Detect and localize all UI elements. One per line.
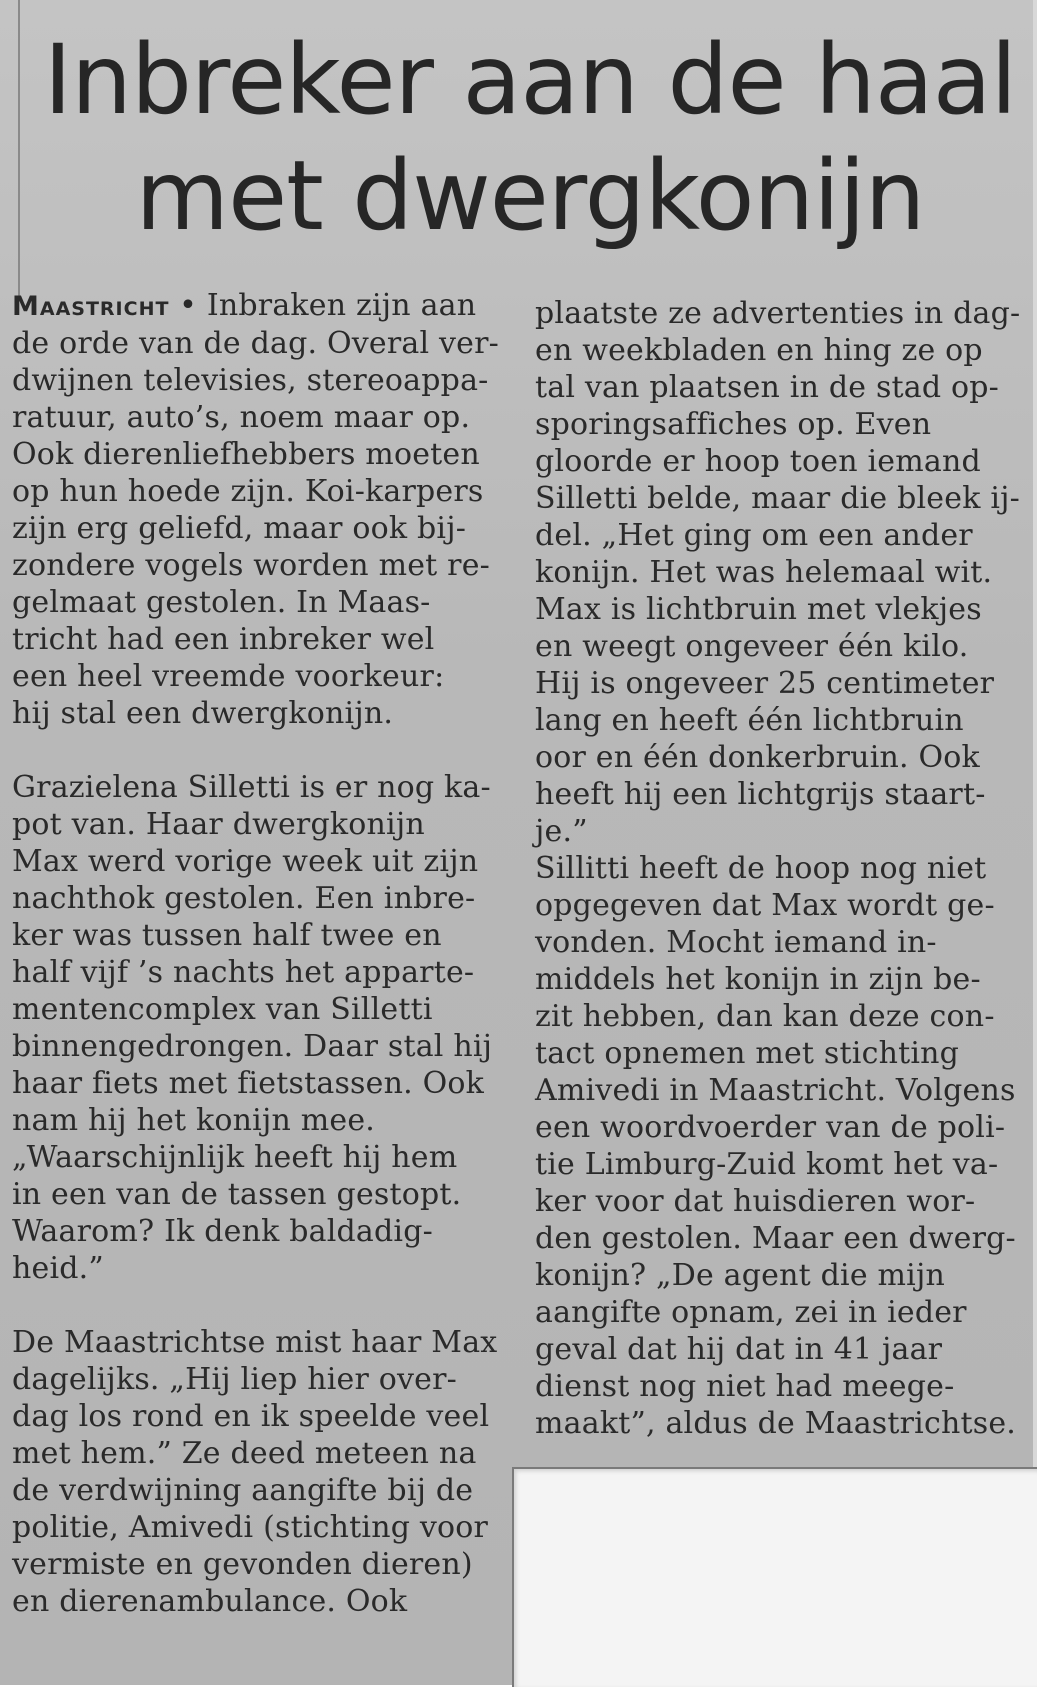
- text-line: lang en heeft één lichtbruin: [535, 703, 964, 738]
- text-line: dag los rond en ik speelde veel: [12, 1399, 490, 1434]
- text-line: Silletti belde, maar die bleek ij-: [535, 481, 1020, 516]
- headline: [40, 22, 1020, 254]
- text-line: den gestolen. Maar een dwerg-: [535, 1221, 1016, 1256]
- text-line: een woordvoerder van de poli-: [535, 1110, 1006, 1145]
- text-line: ker voor dat huisdieren wor-: [535, 1184, 976, 1219]
- text-line: vonden. Mocht iemand in-: [535, 925, 937, 960]
- text-line: de verdwijning aangifte bij de: [12, 1473, 474, 1508]
- text-line: in een van de tassen gestopt.: [12, 1177, 462, 1212]
- text-line: Amivedi in Maastricht. Volgens: [535, 1073, 1016, 1108]
- text-line: konijn? „De agent die mijn: [535, 1258, 945, 1293]
- paper-edge-right: [1033, 0, 1037, 1480]
- text-line: haar fiets met fietstassen. Ook: [12, 1066, 485, 1101]
- text-line: oor en één donkerbruin. Ook: [535, 740, 980, 775]
- paragraph-gap: [12, 732, 507, 769]
- text-line: tal van plaatsen in de stad op-: [535, 370, 1000, 405]
- text-line: Hij is ongeveer 25 centimeter: [535, 666, 995, 701]
- article-column-left: [12, 287, 507, 1620]
- text-line: je.”: [535, 814, 588, 849]
- text-line: zit hebben, dan kan deze con-: [535, 999, 995, 1034]
- text-line: hij stal een dwergkonijn.: [12, 696, 394, 731]
- text-line: Sillitti heeft de hoop nog niet: [535, 851, 987, 886]
- text-line: pot van. Haar dwergkonijn: [12, 807, 425, 842]
- text-line: nam hij het konijn mee.: [12, 1103, 376, 1138]
- text-line: mentencomplex van Silletti: [12, 992, 433, 1027]
- text-line: een heel vreemde voorkeur:: [12, 659, 445, 694]
- text-line: zijn erg geliefd, maar ook bij-: [12, 511, 467, 546]
- text-line: Waarom? Ik denk baldadig-: [12, 1214, 433, 1249]
- first-line: [12, 287, 507, 325]
- text-line: en weekbladen en hing ze op: [535, 333, 983, 368]
- dateline-separator: •: [169, 288, 207, 323]
- text-line: met hem.” Ze deed meteen na: [12, 1436, 477, 1471]
- text-line: dwijnen televisies, stereoappa-: [12, 363, 489, 398]
- paragraph-gap: [12, 1287, 507, 1324]
- text-line: maakt”, aldus de Maastrichtse.: [535, 1406, 1017, 1441]
- text-line: half vijf ’s nachts het apparte-: [12, 955, 475, 990]
- text-line: zondere vogels worden met re-: [12, 548, 490, 583]
- text-line: geval dat hij dat in 41 jaar: [535, 1332, 943, 1367]
- text-line: politie, Amivedi (stichting voor: [12, 1510, 489, 1545]
- text-line: plaatste ze advertenties in dag-: [535, 296, 1021, 331]
- text-line: tact opnemen met stichting: [535, 1036, 960, 1071]
- text-line: Max werd vorige week uit zijn: [12, 844, 479, 879]
- headline-line-2: met dwergkonijn: [135, 140, 925, 252]
- text-line: De Maastrichtse mist haar Max: [12, 1325, 498, 1360]
- text-line: binnengedrongen. Daar stal hij: [12, 1029, 493, 1064]
- text-line: nachthok gestolen. Een inbre-: [12, 881, 476, 916]
- text-line: de orde van de dag. Overal ver-: [12, 326, 499, 361]
- text-line: konijn. Het was helemaal wit.: [535, 555, 993, 590]
- text-line: „Waarschijnlijk heeft hij hem: [12, 1140, 458, 1175]
- text-line: en weegt ongeveer één kilo.: [535, 629, 969, 664]
- text-line: gloorde er hoop toen iemand: [535, 444, 981, 479]
- article-column-right: [535, 295, 1025, 1442]
- text-line: ratuur, auto’s, noem maar op.: [12, 400, 471, 435]
- text-line: del. „Het ging om een ander: [535, 518, 973, 553]
- text-line: tie Limburg-Zuid komt het va-: [535, 1147, 999, 1182]
- blank-cutout-area: [512, 1467, 1037, 1687]
- text-line: dienst nog niet had meege-: [535, 1369, 955, 1404]
- text-line: Max is lichtbruin met vlekjes: [535, 592, 982, 627]
- text-line: ker was tussen half twee en: [12, 918, 442, 953]
- text-line: Grazielena Silletti is er nog ka-: [12, 770, 491, 805]
- text-line: vermiste en gevonden dieren): [12, 1547, 473, 1582]
- text-line: tricht had een inbreker wel: [12, 622, 435, 657]
- text-line: en dierenambulance. Ook: [12, 1584, 408, 1619]
- text-line: opgegeven dat Max wordt ge-: [535, 888, 995, 923]
- text-line: sporingsaffiches op. Even: [535, 407, 932, 442]
- dateline: Maastricht: [12, 291, 170, 322]
- text-line: aangifte opnam, zei in ieder: [535, 1295, 967, 1330]
- text-line: middels het konijn in zijn be-: [535, 962, 981, 997]
- text-line: heid.”: [12, 1251, 104, 1286]
- text-line: dagelijks. „Hij liep hier over-: [12, 1362, 457, 1397]
- text-line: Ook dierenliefhebbers moeten: [12, 437, 480, 472]
- text-line: heeft hij een lichtgrijs staart-: [535, 777, 986, 812]
- headline-line-1: Inbreker aan de haal: [43, 24, 1017, 136]
- paper-edge: [18, 0, 20, 300]
- text-line: Inbraken zijn aan: [206, 288, 477, 323]
- text-line: gelmaat gestolen. In Maas-: [12, 585, 431, 620]
- text-line: op hun hoede zijn. Koi-karpers: [12, 474, 484, 509]
